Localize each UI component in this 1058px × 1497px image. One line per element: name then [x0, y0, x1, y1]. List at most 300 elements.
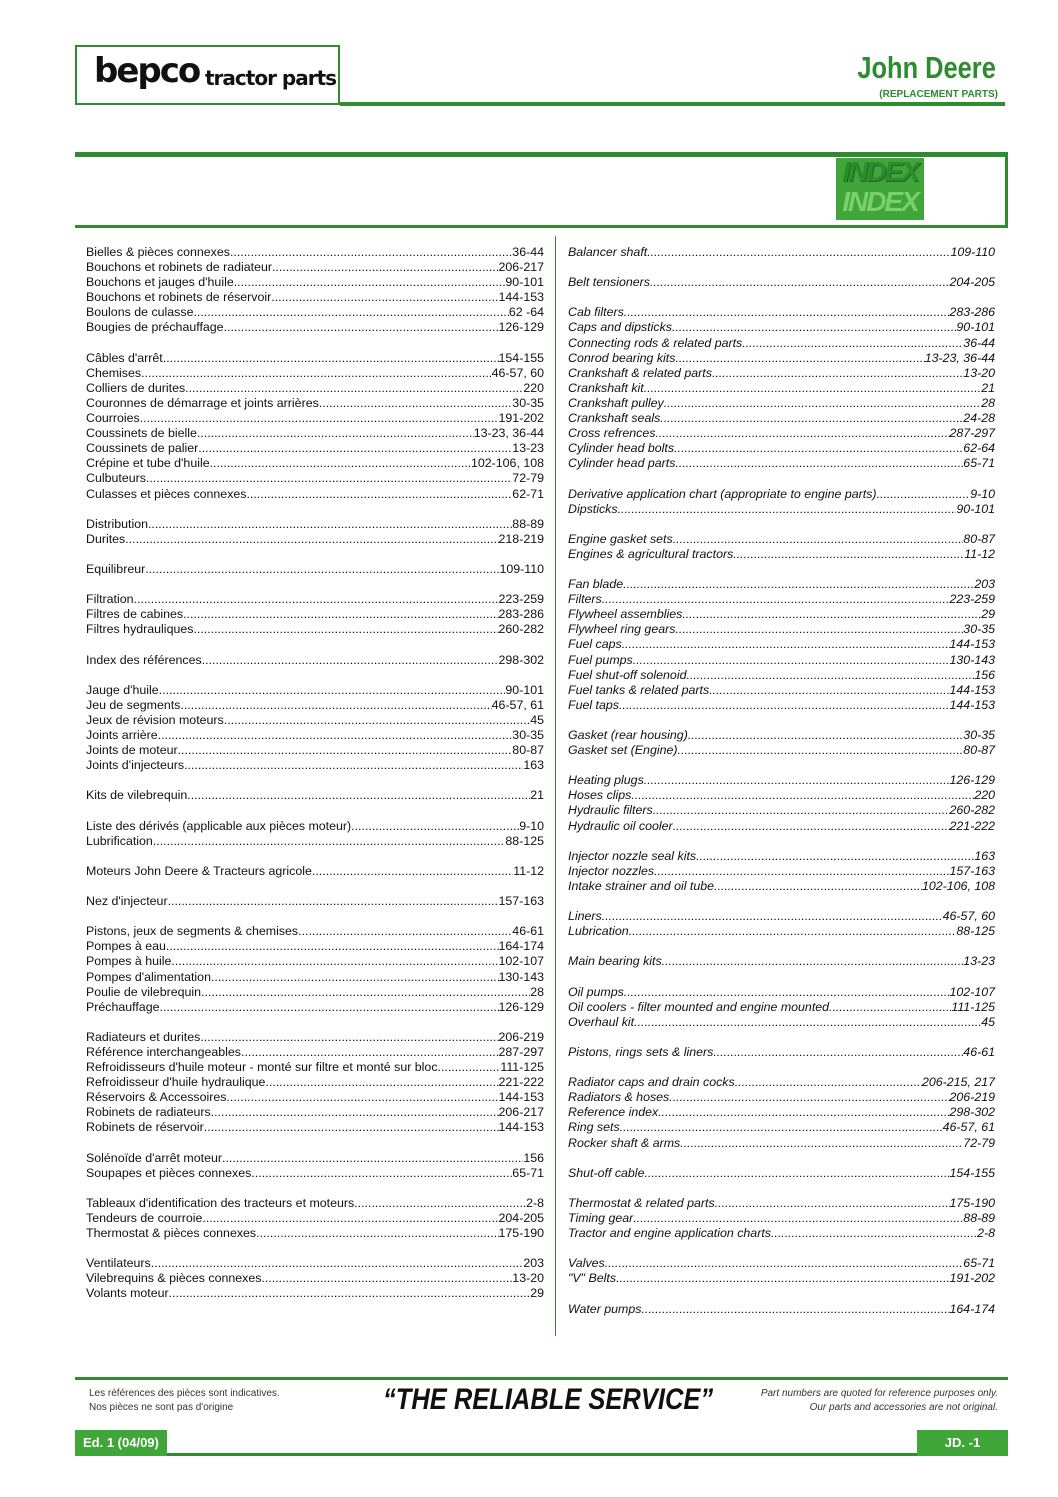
dot-leader — [211, 1105, 499, 1120]
entry-label: Pistons, rings sets & liners — [568, 1044, 714, 1059]
entry-page: 283-286 — [498, 607, 544, 622]
dot-leader — [602, 592, 950, 607]
entry-label: Radiators & hoses — [568, 1090, 670, 1105]
entry-page: 2-8 — [526, 1195, 544, 1210]
index-entry — [568, 819, 995, 834]
entry-label: Derivative application chart (appropriate to engine parts) — [568, 486, 877, 501]
group-spacer — [568, 1241, 995, 1256]
entry-label: Hoses clips — [568, 788, 632, 803]
dot-leader — [202, 1211, 498, 1226]
entry-page: 28 — [530, 984, 544, 999]
dot-leader — [644, 773, 950, 788]
index-entry — [568, 1302, 995, 1317]
index-entry — [86, 426, 544, 441]
dot-leader — [623, 577, 974, 592]
entry-page: 65-71 — [512, 1165, 544, 1180]
group-spacer — [86, 879, 544, 894]
entry-page: 144-153 — [949, 682, 995, 697]
index-entry — [568, 607, 995, 622]
dot-leader — [140, 411, 499, 426]
index-entry — [86, 456, 544, 471]
dot-leader — [662, 954, 964, 969]
footer-disclaimer-fr-line2: Nos pièces ne sont pas d'origine — [89, 1402, 234, 1413]
index-entry — [86, 1045, 544, 1060]
header-rule — [340, 102, 1005, 106]
dot-leader — [234, 275, 506, 290]
dot-leader — [178, 743, 513, 758]
dot-leader — [633, 653, 950, 668]
entry-label: Caps and dipsticks — [568, 320, 672, 335]
group-spacer — [86, 1241, 544, 1256]
entry-label: Boulons de culasse — [86, 305, 194, 320]
entry-label: Filtres hydrauliques — [86, 622, 194, 637]
dot-leader — [166, 939, 499, 954]
entry-label: Hydraulic filters — [568, 803, 653, 818]
entry-page: 13-23, 36-44 — [924, 350, 995, 365]
index-entry — [86, 1000, 544, 1015]
dot-leader — [146, 471, 512, 486]
index-entry — [568, 1075, 995, 1090]
index-entry — [568, 1000, 995, 1015]
index-entry — [568, 668, 995, 683]
footer-disclaimer-fr-line1: Les références des pièces sont indicatives. — [89, 1388, 280, 1399]
dot-leader — [696, 849, 974, 864]
group-spacer — [86, 1181, 544, 1196]
entry-label: Radiator caps and drain cocks — [568, 1075, 735, 1090]
dot-leader — [714, 879, 922, 894]
dot-leader — [158, 728, 513, 743]
entry-page: 80-87 — [963, 743, 995, 758]
entry-label: Vilebrequins & pièces connexes — [86, 1271, 262, 1286]
index-entry — [86, 1105, 544, 1120]
entry-page: 30-35 — [963, 622, 995, 637]
entry-label: Fuel taps — [568, 697, 619, 712]
dot-leader — [653, 803, 950, 818]
entry-page: 9-10 — [970, 486, 995, 501]
entry-label: Crankshaft seals — [568, 411, 661, 426]
index-entry — [86, 1211, 544, 1226]
entry-label: Couronnes de démarrage et joints arrières — [86, 395, 319, 410]
entry-label: Cylinder head parts — [568, 456, 676, 471]
dot-leader — [185, 381, 523, 396]
index-entry — [86, 1256, 544, 1271]
index-entry — [86, 471, 544, 486]
index-entry — [86, 562, 544, 577]
entry-page: 11-12 — [964, 546, 995, 561]
index-entry — [568, 245, 995, 260]
entry-page: 175-190 — [949, 1195, 995, 1210]
entry-label: Filters — [568, 592, 602, 607]
entry-label: Chemises — [86, 365, 142, 380]
index-entry — [86, 728, 544, 743]
dot-leader — [733, 547, 964, 562]
entry-label: Coussinets de palier — [86, 441, 199, 456]
entry-label: Refroidisseur d'huile hydraulique — [86, 1075, 266, 1090]
entry-label: Belt tensioners — [568, 275, 650, 290]
index-entry — [86, 1030, 544, 1045]
entry-label: Cylinder head bolts — [568, 441, 675, 456]
index-word-shadow: INDEX — [842, 186, 918, 217]
index-entry — [568, 803, 995, 818]
entry-page: 28 — [981, 395, 995, 410]
dot-leader — [641, 1302, 949, 1317]
index-entry — [568, 698, 995, 713]
entry-page: 65-71 — [963, 456, 995, 471]
entry-label: Oil coolers - filter mounted and engine mounted — [568, 999, 830, 1014]
dot-leader — [160, 1000, 499, 1015]
group-spacer — [86, 773, 544, 788]
group-spacer — [86, 803, 544, 818]
index-entry — [86, 894, 544, 909]
entry-page: 156 — [523, 1150, 544, 1165]
entry-page: 191-202 — [498, 411, 544, 426]
index-entry — [86, 351, 544, 366]
entry-label: "V" Belts — [568, 1271, 617, 1286]
dot-leader — [197, 426, 474, 441]
index-entry — [86, 758, 544, 773]
entry-page: 30-35 — [512, 395, 544, 410]
dot-leader — [319, 396, 513, 411]
entry-page: 80-87 — [963, 531, 995, 546]
index-entry — [86, 788, 544, 803]
dot-leader — [675, 622, 963, 637]
entry-page: 46-61 — [512, 924, 544, 939]
entry-page: 144-153 — [949, 697, 995, 712]
dot-leader — [148, 517, 512, 532]
column-divider — [555, 236, 556, 1336]
entry-page: 206-219 — [498, 1029, 544, 1044]
entry-page: 220 — [974, 788, 995, 803]
index-entry — [86, 532, 544, 547]
entry-page: 111-125 — [951, 999, 995, 1014]
index-entry — [568, 426, 995, 441]
entry-label: Crankshaft pulley — [568, 395, 664, 410]
entry-page: 30-35 — [512, 728, 544, 742]
dot-leader — [678, 743, 964, 758]
entry-page: 36-44 — [963, 335, 995, 350]
entry-label: Water pumps — [568, 1301, 642, 1316]
dot-leader — [602, 909, 943, 924]
entry-label: Fuel shut-off solenoid — [568, 667, 687, 682]
dot-leader — [153, 834, 506, 849]
dot-leader — [438, 1060, 501, 1075]
entry-page: 72-79 — [963, 1135, 995, 1150]
entry-label: Référence interchangeables — [86, 1044, 241, 1059]
entry-page: 283-286 — [949, 305, 995, 320]
entry-label: Refroidisseurs d'huile moteur - monté sur filtre et monté sur bloc — [86, 1060, 438, 1075]
entry-label: Moteurs John Deere & Tracteurs agricole — [86, 863, 312, 878]
dot-leader — [201, 985, 530, 1000]
dot-leader — [226, 1090, 498, 1105]
dot-leader — [141, 366, 492, 381]
index-entry — [568, 366, 995, 381]
index-entry — [568, 487, 995, 502]
entry-page: 46-57, 60 — [942, 909, 995, 924]
entry-label: Cross refrences — [568, 426, 656, 441]
dot-leader — [709, 683, 949, 698]
dot-leader — [261, 1271, 512, 1286]
entry-page: 126-129 — [498, 999, 544, 1014]
index-entry — [86, 517, 544, 532]
index-entry — [568, 1271, 995, 1286]
index-word: INDEX — [842, 158, 918, 187]
group-spacer — [568, 1060, 995, 1075]
entry-page: 287-297 — [498, 1044, 544, 1059]
entry-label: Bougies de préchauffage — [86, 320, 224, 335]
entry-page: 260-282 — [949, 803, 995, 818]
entry-label: Jauge d'huile — [86, 682, 159, 697]
entry-label: Coussinets de bielle — [86, 426, 197, 441]
dot-leader — [624, 305, 950, 320]
index-entry — [86, 1196, 544, 1211]
entry-page: 72-79 — [512, 471, 544, 486]
entry-page: 144-153 — [498, 1120, 544, 1135]
entry-page: 221-222 — [498, 1075, 544, 1090]
entry-label: Tendeurs de courroie — [86, 1211, 203, 1225]
footer-disclaimer-en-line2: Our parts and accessories are not original. — [809, 1402, 998, 1413]
dot-leader — [312, 864, 513, 879]
entry-page: 30-35 — [963, 728, 995, 742]
dot-leader — [647, 245, 950, 260]
group-spacer — [86, 577, 544, 592]
entry-label: Timing gear — [568, 1211, 634, 1225]
entry-label: Fuel caps — [568, 637, 622, 652]
dot-leader — [658, 1105, 949, 1120]
footer-disclaimer-en — [761, 1387, 998, 1415]
index-entry — [86, 985, 544, 1000]
entry-page: 260-282 — [498, 622, 544, 637]
entry-label: Engine gasket sets — [568, 531, 673, 546]
entry-label: Engines & agricultural tractors — [568, 546, 734, 561]
index-entry — [86, 320, 544, 335]
dot-leader — [655, 426, 949, 441]
dot-leader — [202, 653, 499, 668]
entry-label: Thermostat & pièces connexes — [86, 1226, 257, 1241]
dot-leader — [200, 1030, 498, 1045]
index-entry — [86, 1271, 544, 1286]
logo-wordmark: bepco — [94, 51, 200, 91]
entry-page: 130-143 — [498, 969, 544, 984]
entry-page: 45 — [530, 712, 544, 727]
dot-leader — [134, 592, 499, 607]
entry-label: Réservoirs & Accessoires — [86, 1090, 227, 1105]
dot-leader — [210, 456, 471, 471]
group-spacer — [86, 336, 544, 351]
index-entry — [86, 260, 544, 275]
dot-leader — [222, 1151, 523, 1166]
index-entry — [568, 532, 995, 547]
group-spacer — [568, 471, 995, 486]
index-entry — [568, 336, 995, 351]
dot-leader — [669, 1090, 949, 1105]
group-spacer — [568, 939, 995, 954]
entry-page: 9-10 — [519, 818, 544, 833]
logo-subtitle: tractor parts — [205, 66, 337, 90]
group-spacer — [86, 909, 544, 924]
dot-leader — [145, 562, 499, 577]
entry-page: 62-71 — [512, 486, 544, 501]
dot-leader — [619, 698, 950, 713]
index-entry — [568, 275, 995, 290]
group-spacer — [86, 1015, 544, 1030]
entry-page: 204-205 — [949, 275, 995, 290]
entry-page: 62-64 — [963, 441, 995, 456]
index-entry — [568, 502, 995, 517]
index-entry — [86, 939, 544, 954]
dot-leader — [650, 275, 950, 290]
entry-page: 13-23, 36-44 — [473, 426, 544, 441]
entry-page: 65-71 — [963, 1256, 995, 1271]
group-spacer — [568, 894, 995, 909]
entry-page: 80-87 — [512, 743, 544, 758]
entry-page: 203 — [523, 1256, 544, 1271]
entry-label: Distribution — [86, 516, 148, 531]
index-entry — [568, 924, 995, 939]
entry-label: Durites — [86, 531, 126, 546]
entry-page: 206-215, 217 — [921, 1075, 995, 1090]
index-entry — [568, 577, 995, 592]
entry-label: Hydraulic oil cooler — [568, 818, 673, 833]
dot-leader — [675, 351, 924, 366]
entry-label: Colliers de durites — [86, 380, 186, 395]
entry-label: Joints arrière — [86, 728, 158, 742]
dot-leader — [224, 320, 499, 335]
index-entry — [568, 743, 995, 758]
entry-label: Ring sets — [568, 1120, 620, 1135]
index-entry — [86, 592, 544, 607]
entry-label: Nez d'injecteur — [86, 894, 168, 909]
dot-leader — [644, 1166, 949, 1181]
index-entry — [86, 1075, 544, 1090]
entry-label: Solénoïde d'arrêt moteur — [86, 1150, 222, 1165]
entry-label: Tableaux d'identification des tracteurs et moteurs — [86, 1195, 355, 1210]
entry-page: 163 — [974, 848, 995, 863]
entry-page: 164-174 — [498, 939, 544, 954]
index-entry — [568, 909, 995, 924]
dot-leader — [605, 1256, 964, 1271]
brand-subtitle: (REPLACEMENT PARTS) — [879, 89, 998, 100]
entry-label: Filtration — [86, 592, 134, 607]
entry-label: Cab filters — [568, 305, 624, 320]
dot-leader — [742, 336, 963, 351]
index-entry — [86, 864, 544, 879]
entry-page: 90-101 — [956, 320, 995, 335]
entry-label: Balancer shaft — [568, 245, 648, 259]
index-entry — [568, 1211, 995, 1226]
dot-leader — [673, 532, 964, 547]
entry-label: Jeu de segments — [86, 697, 181, 712]
entry-label: Robinets de réservoir — [86, 1120, 204, 1135]
entry-label: Préchauffage — [86, 999, 160, 1014]
group-spacer — [568, 1030, 995, 1045]
entry-page: 62 -64 — [508, 305, 544, 320]
index-entry — [568, 1166, 995, 1181]
entry-page: 88-89 — [512, 516, 544, 531]
entry-page: 21 — [530, 788, 544, 803]
index-entry — [86, 683, 544, 698]
entry-page: 90-101 — [505, 682, 544, 697]
index-entry — [86, 366, 544, 381]
index-entry — [568, 441, 995, 456]
entry-label: Fan blade — [568, 577, 624, 592]
entry-page: 2-8 — [977, 1226, 995, 1241]
entry-page: 144-153 — [949, 637, 995, 652]
dot-leader — [271, 290, 498, 305]
entry-page: 109-110 — [950, 245, 995, 259]
entry-page: 88-125 — [956, 924, 995, 939]
index-entry — [568, 1090, 995, 1105]
entry-label: Pompes à huile — [86, 954, 172, 969]
dot-leader — [151, 1256, 524, 1271]
dot-leader — [241, 1045, 499, 1060]
dot-leader — [771, 1226, 977, 1241]
entry-page: 144-153 — [498, 290, 544, 305]
index-entry — [86, 622, 544, 637]
index-column-french — [86, 245, 544, 1302]
entry-page: 287-297 — [949, 426, 995, 441]
dot-leader — [230, 245, 512, 260]
group-spacer — [568, 758, 995, 773]
index-entry — [568, 1015, 995, 1030]
dot-leader — [673, 819, 950, 834]
index-entry — [568, 728, 995, 743]
dot-leader — [616, 1271, 949, 1286]
index-entry — [568, 547, 995, 562]
index-entry — [568, 456, 995, 471]
dot-leader — [629, 924, 957, 939]
dot-leader — [680, 1136, 963, 1151]
entry-page: 298-302 — [949, 1105, 995, 1120]
group-spacer — [86, 668, 544, 683]
entry-label: Heating plugs — [568, 773, 644, 788]
dot-leader — [256, 1226, 498, 1241]
dot-leader — [877, 487, 971, 502]
entry-page: 220 — [523, 380, 544, 395]
dot-leader — [184, 758, 523, 773]
entry-label: Robinets de radiateurs — [86, 1105, 211, 1120]
dot-leader — [715, 1196, 950, 1211]
entry-label: Conrod bearing kits — [568, 350, 676, 365]
index-entry — [568, 1136, 995, 1151]
dot-leader — [688, 728, 963, 743]
entry-label: Ventilateurs — [86, 1256, 151, 1271]
group-spacer — [86, 547, 544, 562]
dot-leader — [198, 441, 512, 456]
entry-label: Lubrication — [568, 924, 629, 939]
entry-label: Radiateurs et durites — [86, 1029, 201, 1044]
entry-page: 163 — [523, 758, 544, 773]
entry-label: Equilibreur — [86, 561, 146, 576]
dot-leader — [298, 924, 512, 939]
dot-leader — [351, 819, 519, 834]
entry-page: 102-106, 108 — [470, 456, 544, 471]
entry-label: Filtres de cabines — [86, 607, 184, 622]
index-entry — [86, 1090, 544, 1105]
entry-page: 90-101 — [505, 275, 544, 290]
dot-leader — [735, 1075, 922, 1090]
entry-label: Injector nozzles — [568, 863, 655, 878]
entry-label: Intake strainer and oil tube — [568, 878, 715, 893]
dot-leader — [624, 985, 950, 1000]
dot-leader — [633, 1211, 963, 1226]
entry-page: 102-107 — [498, 954, 544, 969]
dot-leader — [675, 456, 963, 471]
index-entry — [86, 487, 544, 502]
group-spacer — [568, 834, 995, 849]
index-entry — [86, 970, 544, 985]
index-entry — [568, 1105, 995, 1120]
dot-leader — [631, 788, 974, 803]
